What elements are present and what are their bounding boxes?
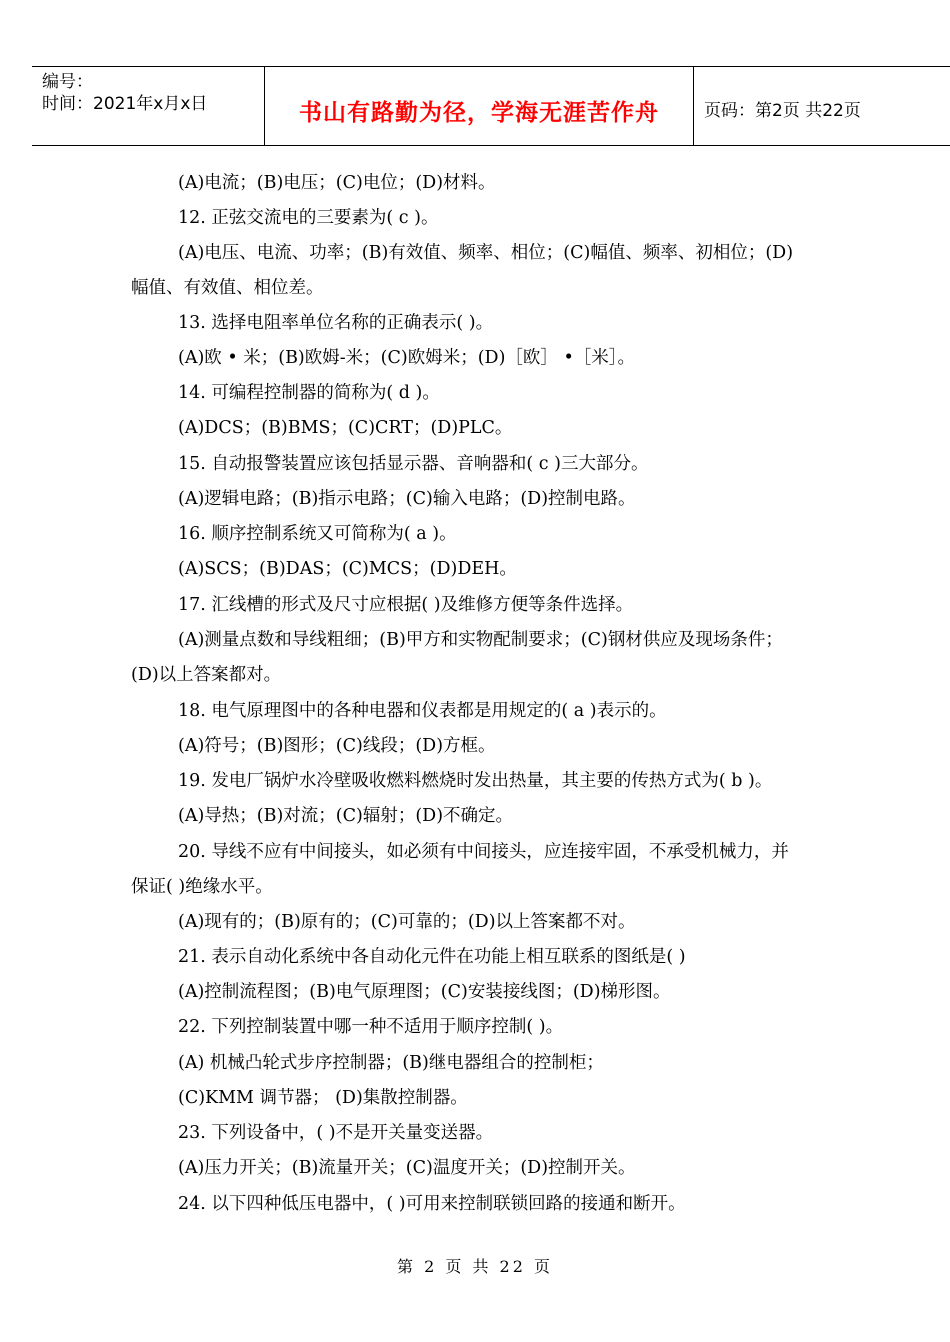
question-line: 19. 发电厂锅炉水冷壁吸收燃料燃烧时发出热量，其主要的传热方式为( b )。: [178, 771, 773, 791]
text-line: (A)现有的；(B)原有的；(C)可靠的；(D)以上答案都不对。: [178, 912, 636, 932]
text-line: 幅值、有效值、相位差。: [131, 278, 324, 298]
text-line: (A)欧 • 米；(B)欧姆-米；(C)欧姆米；(D)［欧］ •［米］。: [178, 348, 636, 368]
text-line: (A)压力开关；(B)流量开关；(C)温度开关；(D)控制开关。: [178, 1158, 636, 1178]
question-line: 16. 顺序控制系统又可简称为( a )。: [178, 524, 457, 544]
question-line: 14. 可编程控制器的简称为( d )。: [178, 383, 440, 403]
text-line: (A)电流；(B)电压；(C)电位；(D)材料。: [178, 173, 496, 193]
text-line: (A) 机械凸轮式步序控制器；(B)继电器组合的控制柜；: [178, 1053, 604, 1073]
text-line: (A)逻辑电路；(B)指示电路；(C)输入电路；(D)控制电路。: [178, 489, 636, 509]
question-line: 15. 自动报警装置应该包括显示器、音响器和( c )三大部分。: [178, 454, 649, 474]
text-line: (C)KMM 调节器； (D)集散控制器。: [178, 1088, 468, 1108]
page-info: 页码：第2页 共22页: [704, 101, 861, 121]
page-footer: 第 2 页 共 22 页: [397, 1257, 553, 1276]
question-line: 23. 下列设备中，( )不是开关量变送器。: [178, 1123, 494, 1143]
text-line: (A)DCS；(B)BMS；(C)CRT；(D)PLC。: [178, 418, 513, 438]
question-line: 21. 表示自动化系统中各自动化元件在功能上相互联系的图纸是( ): [178, 947, 686, 967]
text-line: (A)控制流程图；(B)电气原理图；(C)安装接线图；(D)梯形图。: [178, 982, 671, 1002]
question-line: 17. 汇线槽的形式及尺寸应根据( )及维修方便等条件选择。: [178, 595, 634, 615]
question-line: 18. 电气原理图中的各种电器和仪表都是用规定的( a )表示的。: [178, 701, 667, 721]
text-line: (A)测量点数和导线粗细；(B)甲方和实物配制要求；(C)钢材供应及现场条件；: [178, 630, 783, 650]
motto: 书山有路勤为径，学海无涯苦作舟: [299, 100, 659, 126]
question-line: 20. 导线不应有中间接头，如必须有中间接头，应连接牢固，不承受机械力，并: [178, 842, 789, 862]
text-line: (A)导热；(B)对流；(C)辐射；(D)不确定。: [178, 806, 514, 826]
question-line: 24. 以下四种低压电器中，( )可用来控制联锁回路的接通和断开。: [178, 1194, 686, 1214]
text-line: 保证( )绝缘水平。: [131, 877, 273, 897]
question-line: 13. 选择电阻率单位名称的正确表示( )。: [178, 313, 494, 333]
date-label: 时间：2021年x月x日: [42, 94, 208, 114]
text-line: (A)SCS；(B)DAS；(C)MCS；(D)DEH。: [178, 559, 517, 579]
question-line: 12. 正弦交流电的三要素为( c )。: [178, 208, 439, 228]
question-line: 22. 下列控制装置中哪一种不适用于顺序控制( )。: [178, 1017, 564, 1037]
text-line: (A)电压、电流、功率；(B)有效值、频率、相位；(C)幅值、频率、初相位；(D): [178, 243, 794, 263]
text-line: (A)符号；(B)图形；(C)线段；(D)方框。: [178, 736, 496, 756]
text-line: (D)以上答案都对。: [131, 665, 282, 685]
number-label: 编号：: [42, 72, 93, 92]
